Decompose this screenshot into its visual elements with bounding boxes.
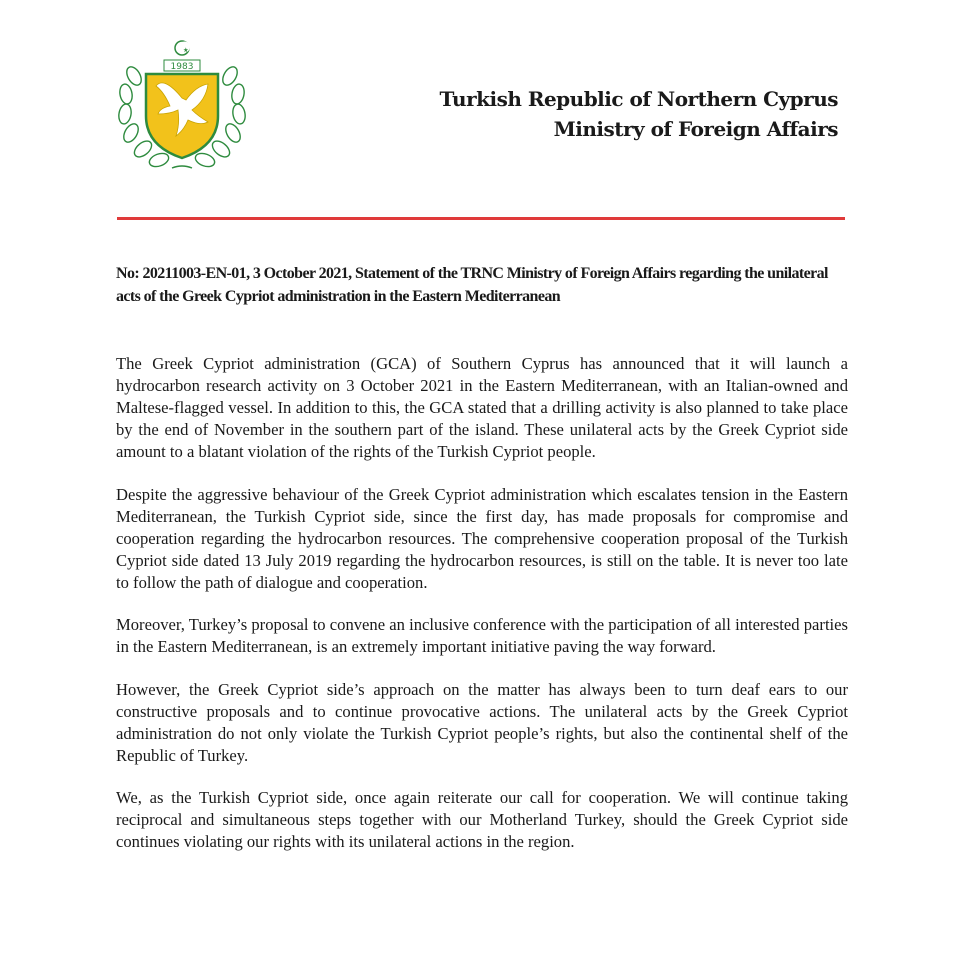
issuer-header [439,84,838,144]
trnc-emblem [112,36,252,176]
body-paragraph: We, as the Turkish Cypriot side, once again reiterate our call for cooperation. We will continue taking reciprocal and simultaneous steps together with our Motherland Turkey, should the Greek Cypriot side continues violating our rights with its unilateral actions in the region. [116,788,848,851]
header-divider [117,217,845,220]
emblem-year: 1983 [170,62,194,72]
ministry-name: Ministry of Foreign Affairs [553,117,838,141]
crescent-star-icon [175,41,190,55]
country-name: Turkish Republic of Northern Cyprus [439,87,838,111]
body-paragraph: Despite the aggressive behaviour of the Greek Cypriot administration which escalates tension in the Eastern Mediterranean, the Turkish Cypriot side, since the first day, has made proposals for compromise and cooperation regarding the hydrocarbon resources. The comprehensive cooperation proposal of the Turkish Cypriot side dated 13 July 2019 regarding the hydrocarbon resources, is still on the table. It is never too late to follow the path of dialogue and cooperation. [116,484,848,592]
body-paragraph: Moreover, Turkey’s proposal to convene an inclusive conference with the participation of all interested parties in the Eastern Mediterranean, is an extremely important initiative paving the way forward. [116,615,848,656]
body-paragraph: However, the Greek Cypriot side’s approach on the matter has always been to turn deaf ears to our constructive proposals and to continue provocative actions. The unilateral acts by the Greek Cypriot administration do not only violate the Turkish Cypriot people’s rights, but also the continental shelf of the Republic of Turkey. [116,679,848,765]
statement-body [116,353,848,874]
body-paragraph: The Greek Cypriot administration (GCA) of Southern Cyprus has announced that it will launch a hydrocarbon research activity on 3 October 2021 in the Eastern Mediterranean, with an Italian-owned and Maltese-flagged vessel. In addition to this, the GCA stated that a drilling activity is also planned to take place by the end of November in the southern part of the island. These unilateral acts by the Greek Cypriot side amount to a blatant violation of the rights of the Turkish Cypriot people. [116,354,848,461]
statement-subject: No: 20211003-EN-01, 3 October 2021, Statement of the TRNC Ministry of Foreign Affairs regarding the unilateral acts of the Greek Cypriot administration in the Eastern Mediterranean [116,265,828,305]
